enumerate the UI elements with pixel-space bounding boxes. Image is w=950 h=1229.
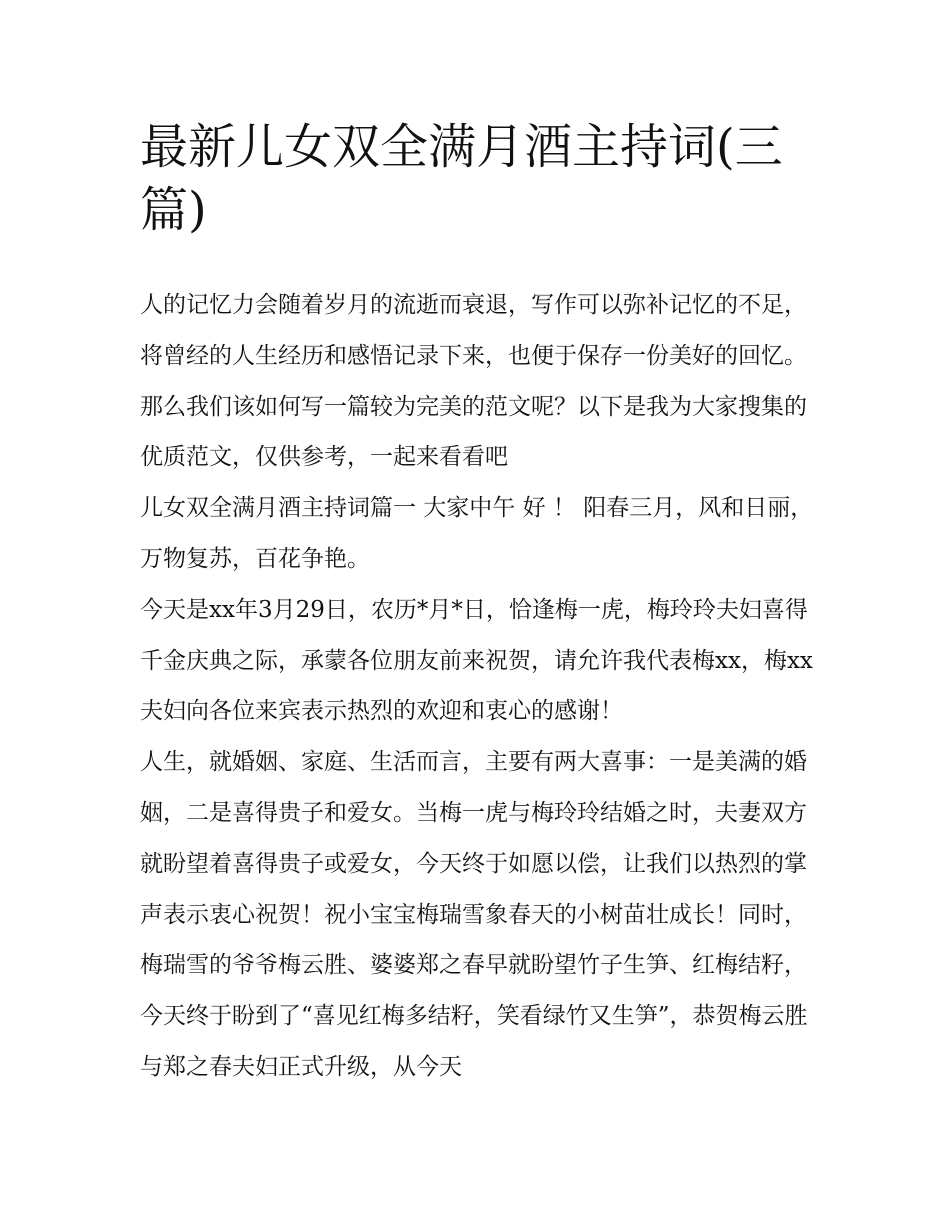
paragraph-intro: 人的记忆力会随着岁月的流逝而衰退，写作可以弥补记忆的不足，将曾经的人生经历和感悟记录下来，也便于保存一份美好的回忆。那么我们该如何写一篇较为完美的范文呢？以下是我为大家搜集的优质范文，仅供参考，一起来看看吧 [140,292,807,471]
paragraph-opening: 儿女双全满月酒主持词篇一 大家中午 好 ！ 阳春三月，风和日丽，万物复苏，百花争艳。 [140,495,814,572]
document-title: 最新儿女双全满月酒主持词(三篇) [140,119,783,238]
paragraph-welcome: 今天是xx年3月29日，农历*月*日，恰逢梅一虎，梅玲玲夫妇喜得千金庆典之际，承蒙各位朋友前来祝贺，请允许我代表梅xx，梅xx夫妇向各位来宾表示热烈的欢迎和衷心的感谢！ [140,596,813,725]
paragraph-blessing: 人生，就婚姻、家庭、生活而言，主要有两大喜事：一是美满的婚姻，二是喜得贵子和爱女。当梅一虎与梅玲玲结婚之时，夫妻双方就盼望着喜得贵子或爱女，今天终于如愿以偿，让我们以热烈的掌声表示衷心祝贺！祝小宝宝梅瑞雪象春天的小树苗壮成长！同时，梅瑞雪的爷爷梅云胜、婆婆郑之春早就盼望竹子生笋、红梅结籽，今天终于盼到了“喜见红梅多结籽，笑看绿竹又生笋”，恭贺梅云胜与郑之春夫妇正式升级，从今天 [140,749,808,1080]
document-body [140,280,820,1093]
